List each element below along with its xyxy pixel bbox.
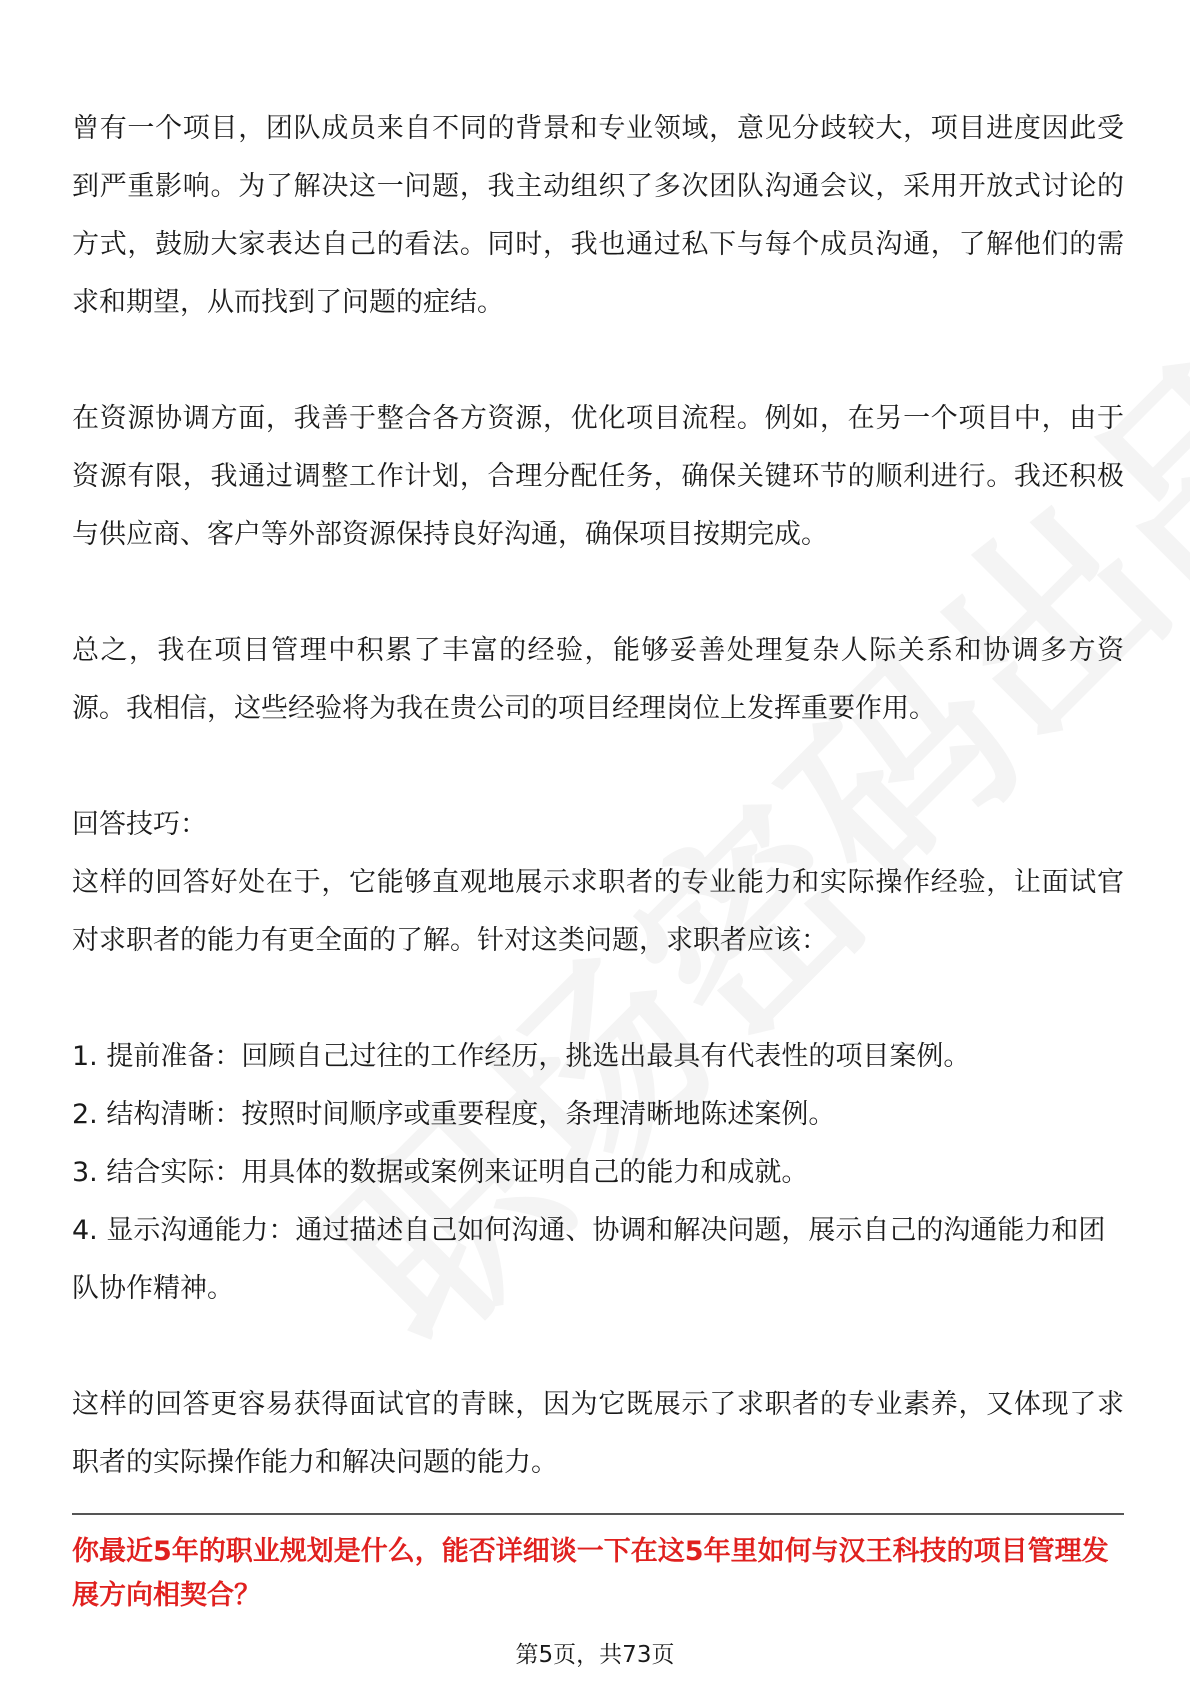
paragraph-gap: [72, 564, 1124, 622]
tips-list-item: 3. 结合实际：用具体的数据或案例来证明自己的能力和成就。: [72, 1157, 809, 1188]
paragraph-gap: [72, 332, 1124, 390]
main-content: [72, 100, 1124, 1492]
tips-list-item: 4. 显示沟通能力：通过描述自己如何沟通、协调和解决问题，展示自己的沟通能力和团队协作精神。: [72, 1215, 1106, 1304]
tips-intro: 这样的回答好处在于，它能够直观地展示求职者的专业能力和实际操作经验，让面试官对求职者的能力有更全面的了解。针对这类问题，求职者应该：: [72, 867, 1124, 956]
tips-list-item: 1. 提前准备：回顾自己过往的工作经历，挑选出最具有代表性的项目案例。: [72, 1041, 971, 1072]
tips-heading: 回答技巧：: [72, 809, 207, 840]
paragraph-resource-coordination: 在资源协调方面，我善于整合各方资源，优化项目流程。例如，在另一个项目中，由于资源有限，我通过调整工作计划，合理分配任务，确保关键环节的顺利进行。我还积极与供应商、客户等外部资源保持良好沟通，确保项目按期完成。: [72, 403, 1124, 550]
tips-list-item: 2. 结构清晰：按照时间顺序或重要程度，条理清晰地陈述案例。: [72, 1099, 836, 1130]
section-divider: [72, 1513, 1124, 1515]
paragraph-gap: [72, 970, 1124, 1028]
paragraph-gap: [72, 738, 1124, 796]
paragraph-conclusion: 这样的回答更容易获得面试官的青睐，因为它既展示了求职者的专业素养，又体现了求职者的实际操作能力和解决问题的能力。: [72, 1389, 1124, 1478]
next-interview-question: 你最近5年的职业规划是什么，能否详细谈一下在这5年里如何与汉王科技的项目管理发展方向相契合？: [72, 1536, 1109, 1611]
paragraph-team-conflict: 曾有一个项目，团队成员来自不同的背景和专业领域，意见分歧较大，项目进度因此受到严重影响。为了解决这一问题，我主动组织了多次团队沟通会议，采用开放式讨论的方式，鼓励大家表达自己的看法。同时，我也通过私下与每个成员沟通，了解他们的需求和期望，从而找到了问题的症结。: [72, 113, 1124, 318]
paragraph-summary: 总之，我在项目管理中积累了丰富的经验，能够妥善处理复杂人际关系和协调多方资源。我相信，这些经验将为我在贵公司的项目经理岗位上发挥重要作用。: [72, 635, 1124, 724]
paragraph-gap: [72, 1318, 1124, 1376]
page-footer: 第5页，共73页: [515, 1642, 675, 1668]
